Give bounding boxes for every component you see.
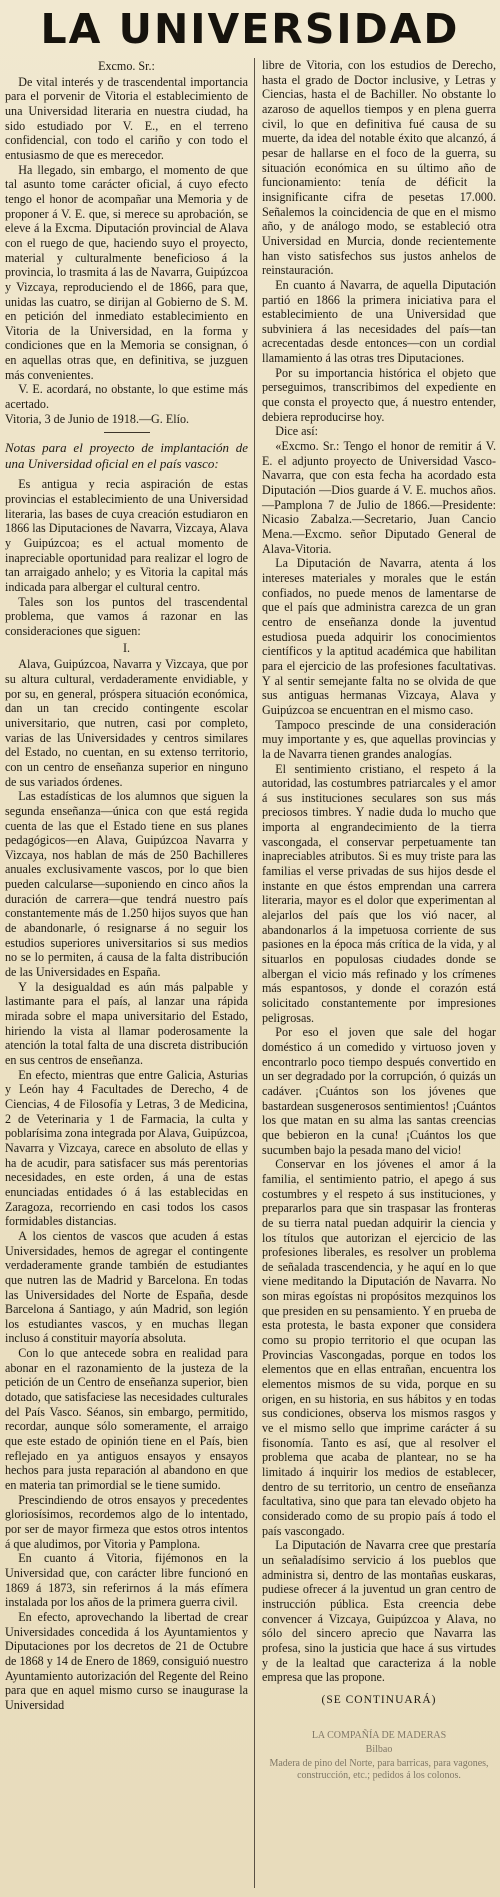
body-paragraph: Prescindiendo de otros ensayos y precedentes gloriosísimos, recordemos algo de lo intentado, por ser de mayor firmeza que estos otros intentos á que aludimos, por Vitoria y Pamplona. [5,1492,248,1551]
ad-company-name: LA COMPAÑÍA DE MADERAS [311,1729,447,1741]
letter-paragraph: Ha llegado, sin embargo, el momento de que tal asunto tome carácter oficial, á cuyo efecto tengo el honor de acompañar una Memoria y de proponer á V. E. que, si merece su aprobación, se eleve á la Excma. Diputación provincial de Alava con el ruego de que, haciendo suyo el proyecto, material y culturalmente beneficioso á la provincia, lo trasmita á las de Navarra, Guipúzcoa y Vizcaya, reproduciendo el de 1866, para que, unidas las cuatro, se dirijan al Gobierno de S. M. en petición del inmediato establecimiento en Vitoria de la Universidad, en la forma y condiciones que en la Memoria se consignan, ó en aquellas otras que, en definitiva, se juzguen más convenientes. [5,162,248,382]
right-column [262,58,496,1784]
body-paragraph: En efecto, mientras que entre Galicia, Asturias y León hay 4 Facultades de Derecho, 4 de Ciencias, 4 de Filosofía y Letras, 3 de Medicina, 2 de Veterinaria y 1 de Farmacia, la culta y poblarísima zona integrada por Alava, Guipúzcoa, Navarra y Vizcaya, carece en absoluto de ellas y ha de acudir, para satisfacer sus más perentorias necesidades, en este orden, á una de estas enunciadas entidades ó á las establecidas en Zaragoza, recorriendo en casi todos los casos formidables distancias. [5,1067,248,1229]
body-paragraph: Alava, Guipúzcoa, Navarra y Vizcaya, que por su altura cultural, verdaderamente envidiable, y por su, en general, próspera situación económica, dan un tan crecido contingente escolar universitario, que nutren, casi por completo, varias de las Universidades y centros similares del Estado, no cuentan, en su extenso territorio, con un centro de enseñanza superior en ninguno de sus variados órdenes. [5,657,248,789]
ad-city: Bilbao [365,1743,393,1755]
separator-rule [104,432,150,433]
quoted-paragraph: Tampoco prescinde de una consideración muy importante y es, que aquellas provincias y la de Navarra tienen grandes analogías. [262,717,496,761]
letter-paragraph: V. E. acordará, no obstante, lo que estime más acertado. [5,382,248,412]
body-paragraph: Por su importancia histórica el objeto que perseguimos, transcribimos del expediente en que consta el proyecto que, á nuestro entender, debiera reproducirse hoy. [262,365,496,424]
body-paragraph: Es antigua y recia aspiración de estas provincias el establecimiento de una Universidad literaria, las bases de cuya creación estudiaron en 1866 las Diputaciones de Navarra, Vizcaya, Alava y Guipúzcoa; es el actual momento de inapreciable oportunidad para realizar el logro de tan arraigado anhelo; y es Vitoria la capital más indicada para albergar el cultural centro. [5,477,248,594]
body-paragraph: En efecto, aprovechando la libertad de crear Universidades concedida á los Ayuntamientos y Diputaciones por los decretos de 21 de Octubre de 1868 y 14 de Enero de 1869, consiguió nuestro Ayuntamiento autorización del Regente del Reino para que en aquel mismo curso se inaugurase la Universidad [5,1609,248,1712]
page-title: LA UNIVERSIDAD [40,5,460,53]
notes-heading: Notas para el proyecto de implantación de una Universidad oficial en el país vasco: [5,440,248,471]
letter-signature: Vitoria, 3 de Junio de 1918.—G. Elío. [5,411,190,426]
footer-advertisement [262,1730,496,1782]
quoted-paragraph: Por eso el joven que sale del hogar doméstico á un comedido y virtuoso joven y encontrarlo poco tiempo después convertido en un ser degradado por la corrupción, ó quizás un cadáver. ¡Cuántos son los jóvenes que bastardean susgenerosos sentimientos! ¡Cuántos los que matan en su alma las santas creencias que bebieron en la cuna! ¡Cuántos los que sucumben bajo la pesada mano del vicio! [262,1025,496,1157]
body-paragraph: A los cientos de vascos que acuden á estas Universidades, hemos de agregar el contingente verdaderamente grande también de estudiantes que nutren las de Madrid y Barcelona. En todas las Universidades del Norte de España, desde Barcelona á Santiago, y aún Madrid, son legión los estudiantes vascos, y en muchas llegan incluso á constituir mayoría absoluta. [5,1228,248,1346]
quoted-paragraph: Conservar en los jóvenes el amor á la familia, el sentimiento patrio, el apego á sus costumbres y el respeto á sus instituciones, y prepararlos para que sin traspasar las fronteras de su tierra natal puedan adquirir la ciencia y los títulos que autorizan el ejercicio de las profesiones liberales, es resolver un problema de señalada trascendencia, y he aquí en lo que viene meditando la Diputación de Navarra. No son miras egoístas ni propósitos mezquinos los que presiden en su pensamiento. Y en prueba de esta protesta, le basta exponer que considera como su propio territorio el que ocupan las Provincias Vascongadas, porque en todos los elementos que en ellas entrañan, encuentra los elementos mismos de su vida, porque en su origen, en su historia, en sus hábitos y en todas sus condiciones, observa los mismos rasgos y ve el mismo sello que imprime carácter á su fisonomía. Tanto es así, que al resolver el problema que acaba de plantear, no se ha limitado á inquirir los medios de establecer, dentro de su territorio, un centro de enseñanza facultativa, sino que para tan elevado objeto ha considerado como de su propio país á todo el país vascongado. [262,1157,496,1538]
quoted-paragraph: La Diputación de Navarra, atenta á los intereses materiales y morales que le están confiados, no puede menos de lamentarse de que el país que administra carezca de un gran centro de enseñanza donde la juventud estudiosa pueda adquirir los conocimientos científicos y la aptitud académica que habilitan para el ejercicio de las profesiones facultativas. Y al sentir semejante falta no se olvida de que sus antiguas hermanas Vizcaya, Alava y Guipúzcoa se encuentran en el mismo caso. [262,556,496,717]
letter-paragraph: De vital interés y de trascendental importancia para el porvenir de Vitoria el establecimiento de una Universidad literaria en nuestra ciudad, ha sido estudiado por V. E., en el terreno confidencial, con todo el cariño y con todo el entusiasmo de que es merecedor. [5,74,248,162]
quoted-paragraph: El sentimiento cristiano, el respeto á la autoridad, las costumbres patriarcales y el amor á sus instituciones seculares son sus más preciosos timbres. Y nadie duda lo mucho que importa al engrandecimiento de la tierra vascongada, el conservar perpetuamente tan inapreciables atributos. Si es muy triste para las familias el verse privadas de sus hijos desde el instante en que éstos emprendan una carrera literaria, mayor es el dolor que experimentan al alejarlos del país que los vió nacer, al abandonarlos á la impetuosa corriente de sus pasiones en la época más crítica de la vida, y al situarlos en populosas ciudades donde se albergan el vicio más refinado y los crímenes más espantosos, y donde el corazón está solicitado constantemente por impresiones peligrosas. [262,761,496,1025]
quoted-paragraph: «Excmo. Sr.: Tengo el honor de remitir á V. E. el adjunto proyecto de Universidad Vasco-Navarra, que con esta fecha ha acordado esta Diputación —Dios guarde á V. E. muchos años.—Pamplona 7 de Julio de 1866.—Presidente: Nicasio Zabalza.—Secretario, Juan Cancio Mena.—Excmo. señor Diputado General de Alava-Vitoria. [262,439,496,556]
body-paragraph: Dice así: [275,424,318,439]
section-numeral: I. [122,640,131,655]
continued-notice: (SE CONTINUARÁ) [321,1693,437,1706]
body-paragraph: Las estadísticas de los alumnos que siguen la segunda enseñanza—única con que está regida cuenta de las que el Estado tiene en sus planes pedagógicos—en Alava, Guipúzcoa Navarra y Vizcaya, nos hablan de más de 250 Bachilleres anuales exclusivamente vascos, por lo que bien pueden calcularse—suponiendo en cinco años la duración de carrera—que tendrá nuestro país constantemente más de 1.250 hijos suyos que han de abandonarle, ó resignarse á no seguir los estudios superiores universitarios si sus medios no se lo permiten, á causa de la falta distribución de las Universidades en España. [5,789,248,980]
letter-salutation: Excmo. Sr.: [98,59,155,73]
body-paragraph: libre de Vitoria, con los estudios de Derecho, hasta el grado de Doctor inclusive, y Letras y Ciencias, hasta el de Bachiller. No obstante lo azaroso de aquellos tiempos y en plena guerra civil, lo que en definitiva fué causa de su muerte, da idea del notable éxito que alcanzó, á pesar de hallarse en el foco de la guerra, su situación económica en su último año de funcionamiento: tenía de déficit la insignificante cifra de pesetas 17.000. Señalemos la coincidencia de que en el mismo año, y de análogo modo, se estableció otra Universidad en Murcia, donde recientemente han visto satisfechos sus justos anhelos de reinstauración. [262,58,496,278]
quoted-paragraph: La Diputación de Navarra cree que prestaría un señaladísimo servicio á los pueblos que administra si, dentro de las montañas euskaras, pudiese ofrecer á la juventud un gran centro de instrucción pública. Esta creencia debe convencer á Vizcaya, Guipúzcoa y Alava, no sólo del sincero aprecio que Navarra las profesa, sino la justicia que hace á sus virtudes y de la lealtad que caracteriza á la noble empresa que las propone. [262,1538,496,1685]
body-paragraph: En cuanto á Navarra, de aquella Diputación partió en 1866 la primera iniciativa para el establecimiento de una Universidad que subviniera á las necesidades del país—tan acrecentadas desde entonces—con un cordial llamamiento á las otras tres Diputaciones. [262,277,496,366]
ad-text: Madera de pino del Norte, para barricas, para vagones, construcción, etc.; pedidos á los colonos. [269,1757,489,1781]
body-paragraph: Con lo que antecede sobra en realidad para abonar en el razonamiento de la justeza de la petición de un Centro de enseñanza superior, bien dotado, que satisfaciese las necesidades culturales del País Vasco. Séanos, sin embargo, permitido, recordar, aunque sólo someramente, el arraigo que este estado de opinión tiene en el País, bien reflejado en ya antiguos ensayos y ensayos hechos para justa reparación al abandono en que en materia tan primordial se le tiene sumido. [5,1346,248,1493]
body-paragraph: En cuanto á Vitoria, fijémonos en la Universidad que, con carácter libre funcionó en 1869 á 1873, sin referirnos á la más efímera instalada por los años de la primera guerra civil. [5,1551,248,1610]
left-column [5,58,248,1713]
body-paragraph: Y la desigualdad es aún más palpable y lastimante para el país, al lanzar una rápida mirada sobre el mapa universitario del Estado, hiriendo la vista al llamar poderosamente la atención la total falta de una discreta distribución en sus centros de enseñanza. [5,979,248,1067]
column-divider [254,58,255,1888]
body-paragraph: Tales son los puntos del trascendental problema, que vamos á razonar en las consideraciones que siguen: [5,594,248,638]
